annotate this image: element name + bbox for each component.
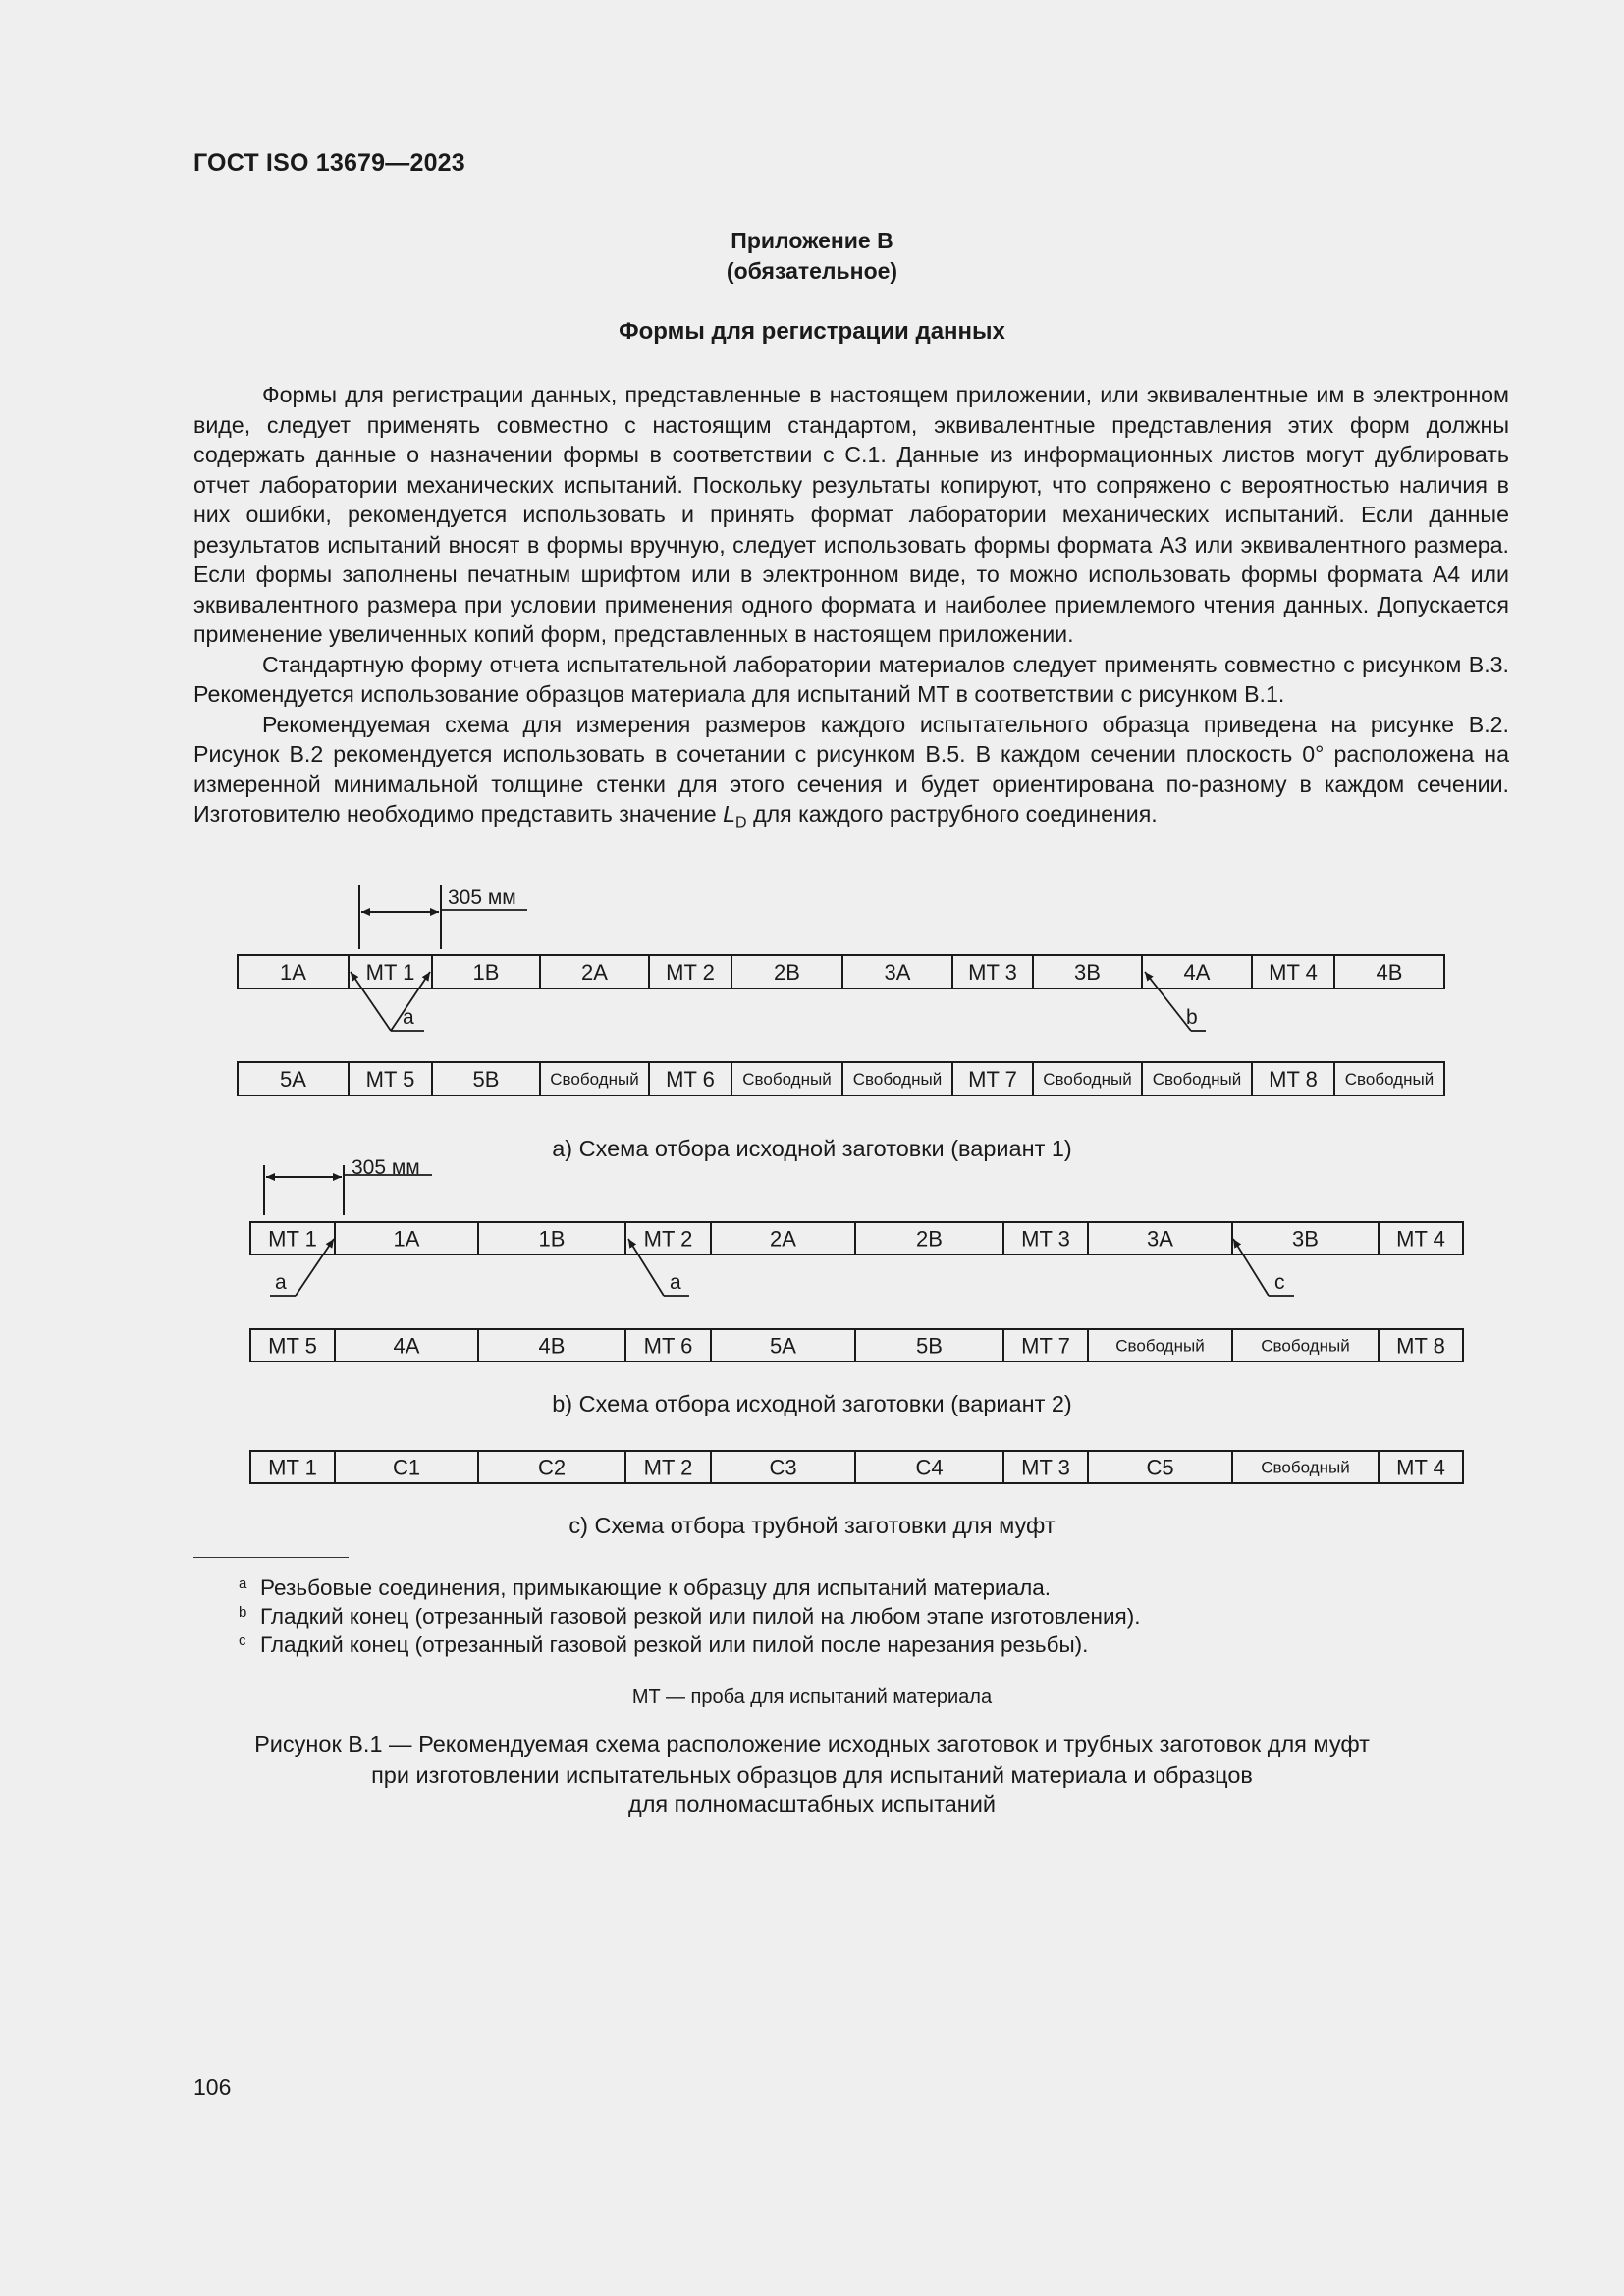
segment-label: MT 4 [1269, 960, 1318, 985]
annex-status: (обязательное) [726, 258, 898, 284]
segment-label: 5A [280, 1067, 306, 1092]
segment-label: MT 4 [1396, 1455, 1445, 1480]
callout-a1-label: a [275, 1271, 287, 1294]
segment-label: MT 6 [643, 1333, 693, 1359]
figure-caption-line-2: при изготовлении испытательных образцов для испытаний материала и образцов [371, 1761, 1253, 1788]
segment-label: C4 [915, 1455, 944, 1480]
footnote-c: c Гладкий конец (отрезанный газовой резкой или пилой после нарезания резьбы). [239, 1632, 1089, 1657]
scheme-b [250, 1156, 1463, 1416]
segment-label: Свободный [852, 1070, 943, 1089]
segment-label: MT 3 [1021, 1455, 1070, 1480]
segment-label: MT 4 [1396, 1226, 1445, 1252]
paragraph-1: Формы для регистрации данных, представленные в настоящем приложении, или эквивалентные им в электронном виде, следует применять совместно с настоящим стандартом, эквивалентные представления этих форм должны содержать данные о назначении формы в соответствии с С.1. Данные из информационных листов могут дублировать отчет лаборатории механических испытаний. Поскольку результаты копируют, что сопряжено с вероятностью наличия в них ошибки, рекомендуется использовать и принять формат лаборатории механических испытаний. Если данные результатов испытаний вносят в формы вручную, следует использовать формы формата A3 или эквивалентного размера. Если формы заполнены печатным шрифтом или в электронном виде, то можно использовать формы формата А4 или эквивалентного размера при условии применения одного формата и наиболее приемлемого чтения данных. Допускается применение увеличенных копий форм, представленных в настоящем приложении. [193, 382, 1509, 647]
segment-label: Свободный [1152, 1070, 1242, 1089]
segment-label: 1A [393, 1226, 420, 1252]
page-number: 106 [193, 2074, 232, 2100]
ld-symbol: $L_D$ [723, 801, 747, 831]
segment-label: MT 7 [968, 1067, 1017, 1092]
scheme-a-dimension: 305 мм [448, 886, 516, 909]
segment-label: C1 [392, 1455, 421, 1480]
figure-caption-line-1: Рисунок В.1 — Рекомендуемая схема расположение исходных заготовок и трубных заготовок для муфт [254, 1732, 1370, 1757]
segment-label: 4B [1376, 960, 1403, 985]
scheme-c-caption: с) Схема отбора трубной заготовки для муфт [568, 1513, 1056, 1538]
scheme-a-row-2 [238, 1062, 1444, 1095]
segment-label: Свободный [1261, 1336, 1350, 1356]
segment-label: 2B [916, 1226, 943, 1252]
segment-label: 2B [774, 960, 800, 985]
scheme-b-row-2 [250, 1329, 1463, 1362]
callout-c-leader [1233, 1239, 1269, 1296]
segment-label: 3A [1147, 1226, 1173, 1252]
figure-caption [0, 1730, 1624, 1820]
segment-label: 2A [770, 1226, 796, 1252]
segment-label: MT 6 [666, 1067, 715, 1092]
segment-label: Свободный [1115, 1336, 1205, 1356]
segment-label: MT 2 [643, 1226, 693, 1252]
segment-label: 4A [1183, 960, 1211, 985]
segment-label: C5 [1146, 1455, 1174, 1480]
scheme-c [250, 1451, 1463, 1538]
segment-label: MT 8 [1269, 1067, 1318, 1092]
segment-label: MT 5 [268, 1333, 317, 1359]
scheme-b-dimension: 305 мм [352, 1156, 420, 1179]
footnote-b: b Гладкий конец (отрезанный газовой резкой или пилой на любом этапе изготовления). [239, 1604, 1141, 1629]
segment-label: MT 3 [1021, 1226, 1070, 1252]
scheme-b-caption: b) Схема отбора исходной заготовки (вариант 2) [552, 1391, 1072, 1416]
segment-label: MT 5 [365, 1067, 415, 1092]
segment-label: 2A [581, 960, 608, 985]
segment-label: 3B [1074, 960, 1101, 985]
segment-label: MT 1 [268, 1226, 317, 1252]
segment-label: MT 1 [268, 1455, 317, 1480]
callout-a-label: a [403, 1006, 414, 1029]
paragraph-3-main: Рекомендуемая схема для измерения размеров каждого испытательного образца приведена на рисунке В.2. Рисунок В.2 рекомендуется использовать в сочетании с рисунком В.5. В каждом сечении плоскость 0° расположена на измеренной минимальной толщине стенки для этого сечения и будет ориентирована по-разному в каждом сечении. Изготовителю необходимо представить значение [193, 711, 1509, 827]
scheme-c-row-1 [250, 1451, 1463, 1483]
standard-id: ГОСТ ISO 13679—2023 [193, 149, 465, 177]
segment-label: 3B [1292, 1226, 1319, 1252]
segment-label: 3A [884, 960, 911, 985]
footnotes [239, 1574, 1141, 1659]
segment-label: Свободный [1043, 1070, 1132, 1089]
footnote-a: a Резьбовые соединения, примыкающие к образцу для испытаний материала. [239, 1575, 1051, 1600]
segment-label: MT 2 [643, 1455, 693, 1480]
segment-label: MT 3 [968, 960, 1017, 985]
scheme-b-row-1 [250, 1222, 1463, 1255]
paragraph-3-end: для каждого раструбного соединения. [753, 801, 1158, 827]
segment-label: MT 1 [365, 960, 415, 985]
annex-title: Приложение В [731, 228, 893, 253]
footnote-rule [193, 1557, 349, 1558]
segment-label: 1A [280, 960, 306, 985]
segment-label: MT 8 [1396, 1333, 1445, 1359]
segment-label: 1B [472, 960, 500, 985]
scheme-a-caption: а) Схема отбора исходной заготовки (вариант 1) [552, 1136, 1072, 1161]
segment-label: MT 7 [1021, 1333, 1070, 1359]
figure-legend: MT — проба для испытаний материала [631, 1686, 993, 1708]
segment-label: Свободный [1261, 1458, 1350, 1477]
segment-label: 5A [770, 1333, 796, 1359]
segment-label: 5B [472, 1067, 500, 1092]
callout-a2-label: a [670, 1271, 681, 1294]
segment-label: MT 2 [666, 960, 715, 985]
scheme-a [238, 885, 1444, 1161]
segment-label: Свободный [1344, 1070, 1435, 1089]
section-title: Формы для регистрации данных [619, 318, 1005, 345]
paragraph-2: Стандартную форму отчета испытательной лаборатории материалов следует применять совместно с рисунком В.3. Рекомендуется использование образцов материала для испытаний MT в соответствии с рисунком В.1. [193, 651, 1509, 707]
segment-label: Свободный [550, 1070, 639, 1089]
segment-label: 4A [393, 1333, 420, 1359]
scheme-a-row-1 [238, 955, 1444, 988]
segment-label: 5B [916, 1333, 943, 1359]
segment-label: 4B [538, 1333, 566, 1359]
segment-label: C3 [769, 1455, 797, 1480]
segment-label: Свободный [742, 1070, 832, 1089]
figure-caption-line-3: для полномасштабных испытаний [627, 1791, 996, 1817]
segment-label: C2 [537, 1455, 567, 1480]
callout-c-label: c [1274, 1271, 1285, 1294]
segment-label: 1B [538, 1226, 566, 1252]
callout-b-label: b [1186, 1006, 1198, 1029]
